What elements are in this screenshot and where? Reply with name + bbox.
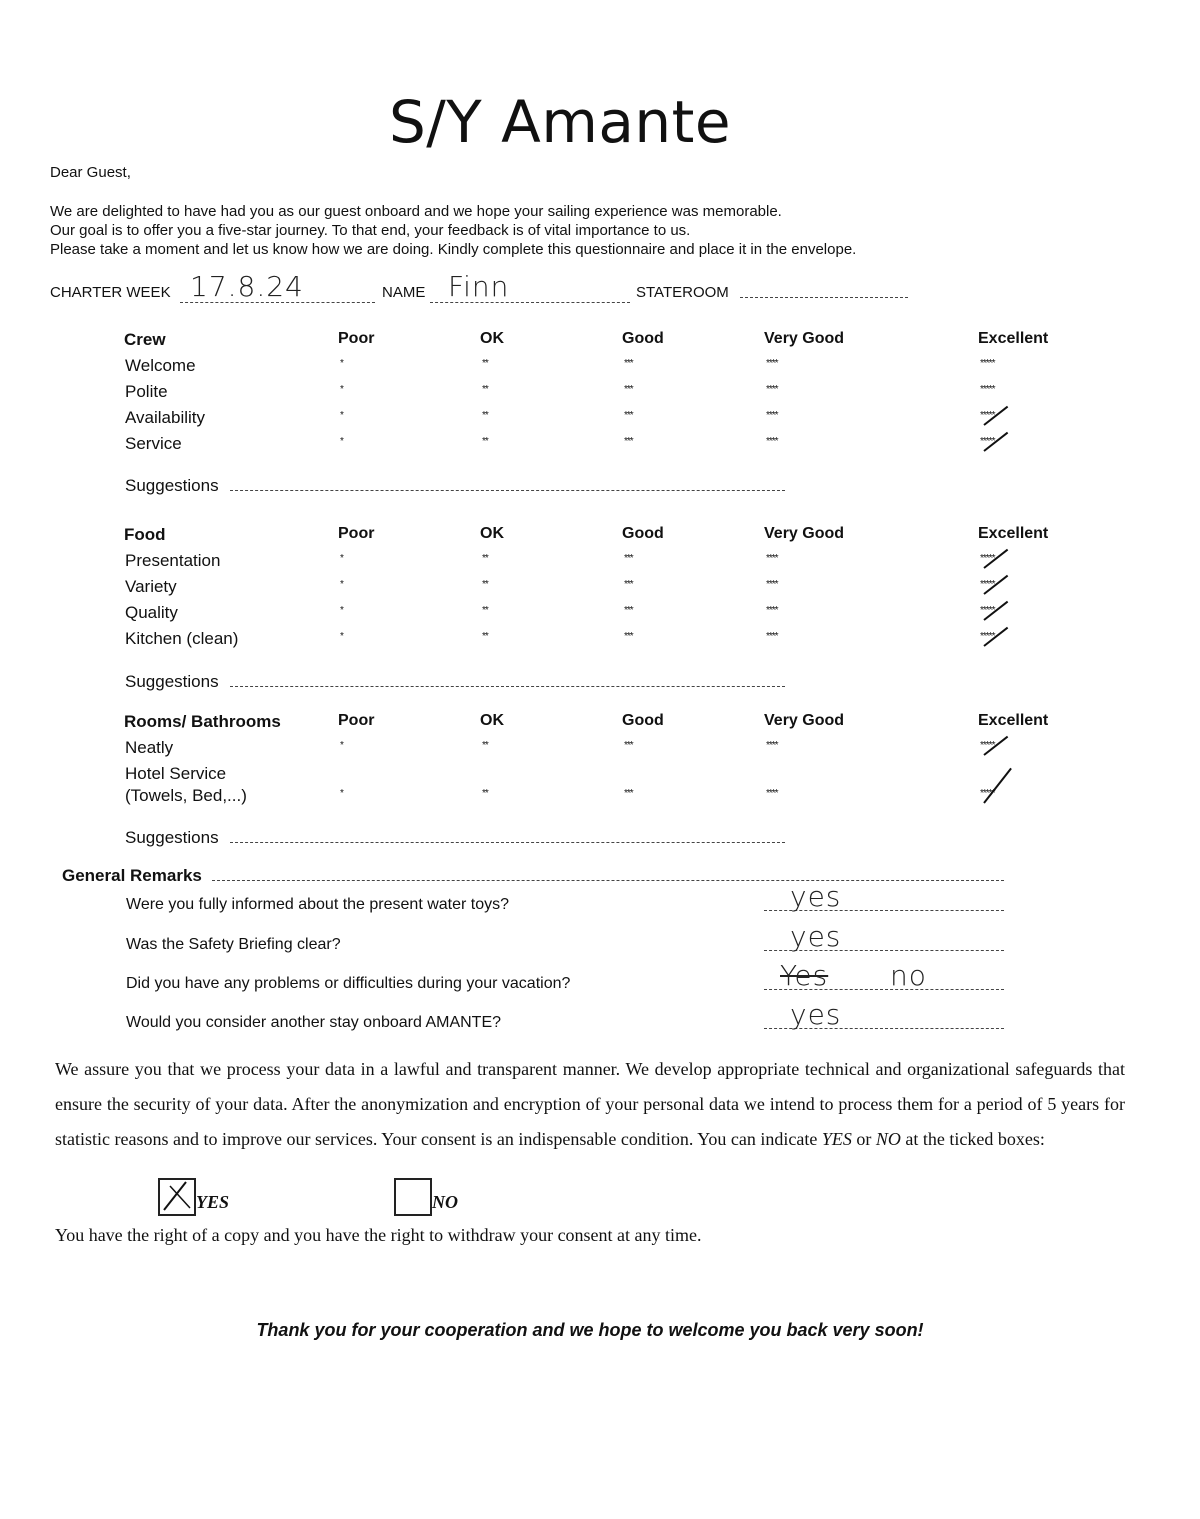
general-remarks-line[interactable]	[212, 880, 1004, 881]
rating-column-header: Good	[622, 525, 664, 542]
rating-option-excellent[interactable]: *****	[980, 384, 995, 395]
suggestions-line[interactable]	[230, 686, 785, 687]
rating-item-label: Presentation	[125, 551, 221, 570]
consent-no-label: NO	[432, 1192, 458, 1212]
yes-word: YES	[821, 1129, 852, 1149]
handwritten-answer[interactable]: no	[890, 959, 927, 992]
intro-paragraph	[50, 202, 856, 259]
rating-option-poor[interactable]: *	[340, 410, 343, 421]
rating-column-header: Poor	[338, 712, 375, 729]
rating-option-ok[interactable]: **	[482, 605, 488, 616]
rating-option-ok[interactable]: **	[482, 788, 488, 799]
rating-option-excellent[interactable]: *****	[980, 410, 995, 421]
handwritten-tick-mark	[983, 768, 1012, 804]
rating-option-good[interactable]: ***	[624, 410, 633, 421]
rating-option-ok[interactable]: **	[482, 436, 488, 447]
rating-column-header: Very Good	[764, 525, 845, 542]
rating-column-header: Excellent	[978, 525, 1049, 542]
rating-option-excellent[interactable]: *****	[980, 631, 995, 642]
rating-option-very-good[interactable]: ****	[766, 605, 778, 616]
rating-option-good[interactable]: ***	[624, 436, 633, 447]
rating-column-header: Excellent	[978, 712, 1049, 729]
suggestions-label: Suggestions	[125, 476, 219, 495]
suggestions-line[interactable]	[230, 842, 785, 843]
greeting: Dear Guest,	[50, 164, 131, 181]
rating-option-very-good[interactable]: ****	[766, 579, 778, 590]
name-value[interactable]: Finn	[448, 270, 510, 303]
rating-option-ok[interactable]: **	[482, 358, 488, 369]
rating-option-poor[interactable]: *	[340, 788, 343, 799]
rating-column-header: Poor	[338, 525, 375, 542]
general-question: Were you fully informed about the present water toys?	[126, 896, 510, 913]
rating-item-label: Availability	[125, 408, 206, 427]
rating-option-very-good[interactable]: ****	[766, 788, 778, 799]
name-label: NAME	[382, 284, 426, 301]
rights-notice: You have the right of a copy and you have the right to withdraw your consent at any time.	[55, 1225, 702, 1245]
rating-option-very-good[interactable]: ****	[766, 358, 778, 369]
rating-option-excellent[interactable]: *****	[980, 436, 995, 447]
rating-column-header: OK	[480, 330, 504, 347]
rating-column-header: Very Good	[764, 712, 845, 729]
handwritten-answer[interactable]: yes	[790, 880, 842, 913]
rating-option-poor[interactable]: *	[340, 553, 343, 564]
rating-column-header: Good	[622, 330, 664, 347]
rating-option-good[interactable]: ***	[624, 579, 633, 590]
rating-option-poor[interactable]: *	[340, 358, 343, 369]
rating-option-excellent[interactable]: *****	[980, 579, 995, 590]
rating-item-label: Quality	[125, 603, 178, 622]
consent-no-checkbox[interactable]	[394, 1178, 432, 1216]
rating-option-excellent[interactable]: *****	[980, 788, 995, 799]
no-word: NO	[875, 1129, 901, 1149]
rating-option-poor[interactable]: *	[340, 631, 343, 642]
suggestions-line[interactable]	[230, 490, 785, 491]
rating-item-label: Variety	[125, 577, 177, 596]
intro-line: We are delighted to have had you as our guest onboard and we hope your sailing experience was memorable.	[50, 203, 782, 220]
rating-option-good[interactable]: ***	[624, 605, 633, 616]
rating-column-header: Poor	[338, 330, 375, 347]
rating-option-excellent[interactable]: *****	[980, 358, 995, 369]
data-protection-text: We assure you that we process your data in a lawful and transparent manner. We develop appropriate technical and organizational safeguards that ensure the security of your data. After the anonymization and encryption of your personal data we intend to process them for a period of 5 years for statistic reasons and to improve our services. Your consent is an indispensable condition. You can indicate	[55, 1059, 1125, 1149]
ticked-boxes-text: at the ticked boxes:	[900, 1129, 1045, 1149]
rating-option-very-good[interactable]: ****	[766, 436, 778, 447]
rating-column-header: OK	[480, 525, 504, 542]
rating-item-label: Kitchen (clean)	[125, 629, 239, 648]
suggestions-label: Suggestions	[125, 828, 219, 847]
stateroom-label: STATEROOM	[636, 284, 729, 301]
rating-option-good[interactable]: ***	[624, 631, 633, 642]
rating-option-excellent[interactable]: *****	[980, 740, 995, 751]
rating-option-excellent[interactable]: *****	[980, 553, 995, 564]
rating-item-label: Hotel Service	[125, 764, 227, 783]
consent-yes-label: YES	[196, 1192, 230, 1212]
rating-item-label: Polite	[125, 382, 168, 401]
general-question: Was the Safety Briefing clear?	[126, 936, 341, 953]
rating-option-good[interactable]: ***	[624, 384, 633, 395]
consent-yes-checkbox[interactable]	[158, 1178, 196, 1216]
rating-item-label: Service	[125, 434, 182, 453]
document-title: S/Y Amante	[388, 88, 732, 156]
rating-option-very-good[interactable]: ****	[766, 631, 778, 642]
rating-column-header: Very Good	[764, 330, 845, 347]
rating-option-poor[interactable]: *	[340, 436, 343, 447]
rating-option-very-good[interactable]: ****	[766, 740, 778, 751]
rating-item-label: (Towels, Bed,...)	[125, 786, 247, 805]
rating-option-ok[interactable]: **	[482, 740, 488, 751]
rating-option-good[interactable]: ***	[624, 788, 633, 799]
rating-option-very-good[interactable]: ****	[766, 384, 778, 395]
checkmark-icon	[160, 1180, 194, 1214]
rating-option-poor[interactable]: *	[340, 579, 343, 590]
suggestions-label: Suggestions	[125, 672, 219, 691]
rating-option-ok[interactable]: **	[482, 410, 488, 421]
or-word: or	[851, 1129, 876, 1149]
rating-option-good[interactable]: ***	[624, 740, 633, 751]
charter-week-value[interactable]: 17.8.24	[190, 270, 304, 303]
thank-you-message: Thank you for your cooperation and we hope to welcome you back very soon!	[256, 1320, 924, 1340]
rating-option-good[interactable]: ***	[624, 358, 633, 369]
general-question: Would you consider another stay onboard AMANTE?	[126, 1014, 502, 1031]
rating-option-very-good[interactable]: ****	[766, 410, 778, 421]
handwritten-answer[interactable]: yes	[790, 920, 842, 953]
intro-line: Please take a moment and let us know how we are doing. Kindly complete this questionnaire and place it in the envelope.	[50, 241, 857, 258]
section-title: Rooms/ Bathrooms	[124, 712, 281, 731]
rating-option-poor[interactable]: *	[340, 605, 343, 616]
rating-column-header: OK	[480, 712, 504, 729]
rating-column-header: Good	[622, 712, 664, 729]
rating-option-ok[interactable]: **	[482, 384, 488, 395]
rating-option-excellent[interactable]: *****	[980, 605, 995, 616]
stateroom-line[interactable]	[740, 297, 908, 298]
general-remarks-label: General Remarks	[62, 866, 202, 885]
handwritten-answer[interactable]: yes	[790, 998, 842, 1031]
rating-option-good[interactable]: ***	[624, 553, 633, 564]
rating-item-label: Welcome	[125, 356, 196, 375]
rating-option-poor[interactable]: *	[340, 740, 343, 751]
rating-option-very-good[interactable]: ****	[766, 553, 778, 564]
intro-line: Our goal is to offer you a five-star journey. To that end, your feedback is of vital importance to us.	[50, 222, 691, 239]
rating-option-ok[interactable]: **	[482, 579, 488, 590]
rating-option-ok[interactable]: **	[482, 631, 488, 642]
struck-answer: Yes	[780, 959, 829, 992]
data-protection-notice	[55, 1052, 1125, 1157]
section-title: Crew	[124, 330, 166, 349]
charter-week-label: CHARTER WEEK	[50, 284, 171, 301]
section-title: Food	[124, 525, 166, 544]
rating-option-ok[interactable]: **	[482, 553, 488, 564]
rating-item-label: Neatly	[125, 738, 174, 757]
rating-column-header: Excellent	[978, 330, 1049, 347]
rating-option-poor[interactable]: *	[340, 384, 343, 395]
general-question: Did you have any problems or difficulties during your vacation?	[126, 975, 571, 992]
